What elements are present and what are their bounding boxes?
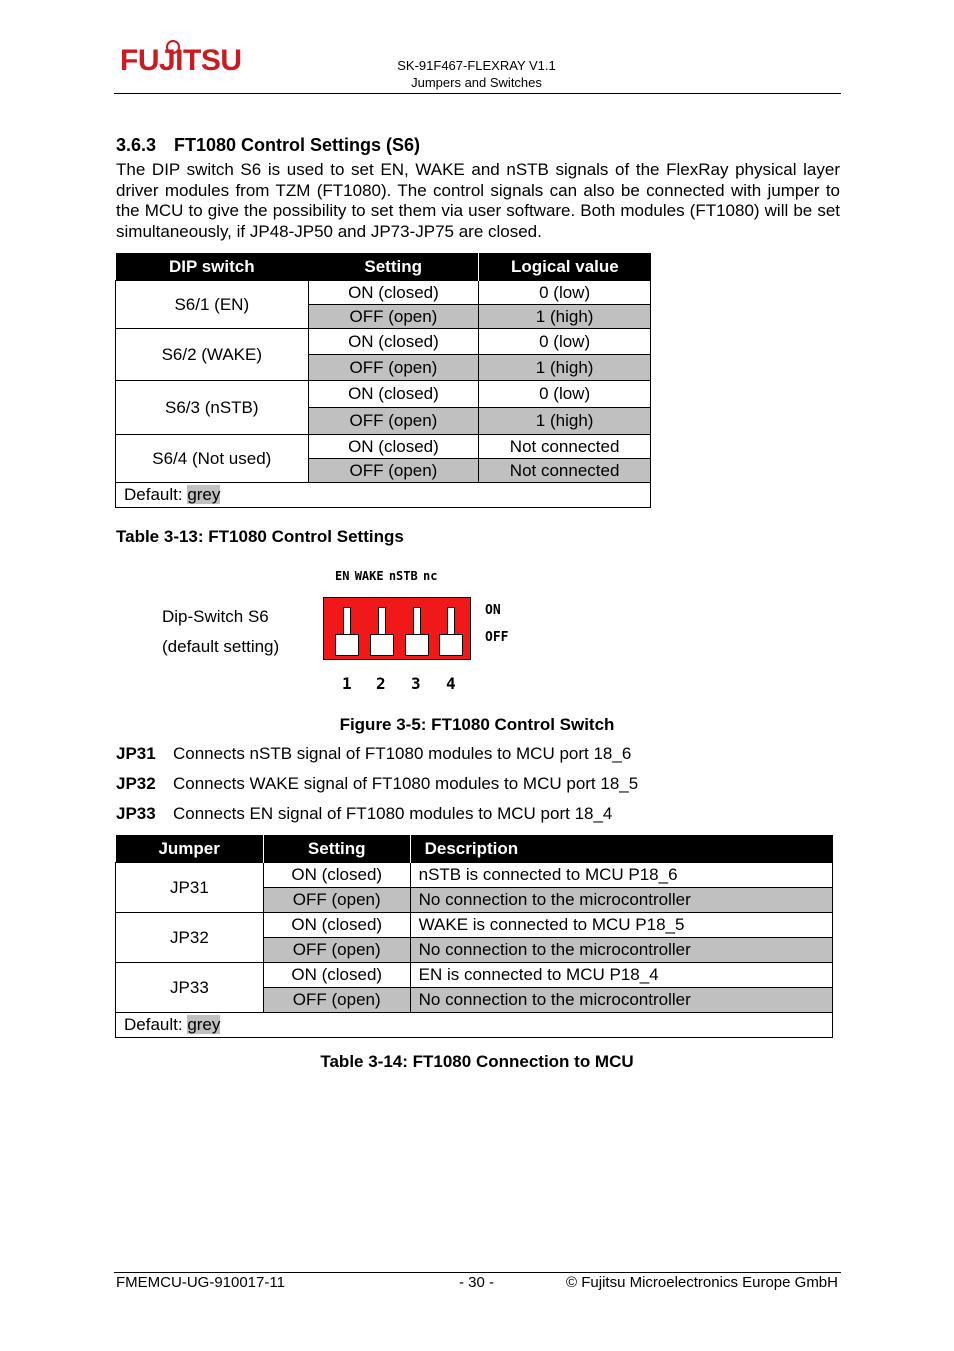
jumper-cell: JP31 [116,863,264,913]
description-cell: nSTB is connected to MCU P18_6 [410,863,832,888]
col-header-logical-value: Logical value [479,253,651,281]
switch-1-slot [343,607,351,635]
header-divider [114,93,841,94]
value-cell: 1 (high) [479,408,651,435]
col-header-dip-switch: DIP switch [116,253,309,281]
jumper-id: JP33 [116,804,156,823]
switch-name-cell: S6/1 (EN) [116,281,309,329]
setting-cell: ON (closed) [263,963,410,988]
switch-label-nstb: nSTB [388,569,418,583]
col-header-description: Description [410,835,832,863]
setting-cell: OFF (open) [263,888,410,913]
jumper-desc-jp33 [116,804,612,824]
default-label: Default: [124,485,188,504]
switch-number-3: 3 [411,674,421,693]
section-title: FT1080 Control Settings (S6) [174,135,421,155]
default-value: grey [187,485,221,504]
figure-caption: Figure 3-5: FT1080 Control Switch [339,715,615,734]
description-cell: EN is connected to MCU P18_4 [410,963,832,988]
switch-name-cell: S6/3 (nSTB) [116,381,309,435]
switch-2-slot [378,607,386,635]
figure-title [162,602,279,662]
description-cell: No connection to the microcontroller [410,938,832,963]
footer-divider [114,1272,841,1273]
section-number: 3.6.3 [116,135,157,155]
table-header-row [116,835,833,863]
setting-cell: OFF (open) [263,988,410,1013]
setting-cell: OFF (open) [308,355,479,381]
table-row [116,329,651,355]
setting-cell: OFF (open) [308,459,479,483]
value-cell: 1 (high) [479,305,651,329]
off-label: OFF [485,630,509,645]
default-note [116,483,651,508]
jumper-text: Connects nSTB signal of FT1080 modules to MCU port 18_6 [173,744,632,763]
connection-table [115,835,833,1038]
col-header-setting: Setting [263,835,410,863]
value-cell: Not connected [479,459,651,483]
default-label: Default: [124,1015,188,1034]
logo-swirl-icon [166,40,180,54]
table-row [116,435,651,459]
jumper-text: Connects WAKE signal of FT1080 modules to MCU port 18_5 [173,774,639,793]
setting-cell: ON (closed) [308,435,479,459]
switch-label-nc: nc [422,569,438,583]
switch-3-slot [413,607,421,635]
setting-cell: ON (closed) [308,329,479,355]
col-header-setting: Setting [308,253,479,281]
switch-number-1: 1 [342,674,352,693]
doc-title: SK-91F467-FLEXRAY V1.1 [397,58,556,73]
default-note [116,1013,833,1038]
table-row [116,863,833,888]
switch-4-knob [439,634,463,656]
jumper-id: JP31 [116,744,156,763]
setting-cell: ON (closed) [308,281,479,305]
setting-cell: ON (closed) [263,913,410,938]
switch-3-knob [405,634,429,656]
figure-title-line1: Dip-Switch S6 [162,607,269,626]
jumper-desc-jp32 [116,774,638,794]
switch-number-4: 4 [446,674,456,693]
table-row [116,913,833,938]
section-heading [116,135,420,156]
dip-switch-s6 [323,597,471,660]
on-label: ON [485,603,501,618]
col-header-jumper: Jumper [116,835,264,863]
fujitsu-logo [120,46,242,76]
switch-signal-labels [335,569,437,583]
switch-label-en: EN [335,569,350,583]
footer-doc-id: FMEMCU-UG-910017-11 [116,1274,285,1291]
setting-cell: OFF (open) [308,408,479,435]
setting-cell: ON (closed) [263,863,410,888]
switch-4-slot [447,607,455,635]
setting-cell: OFF (open) [308,305,479,329]
footer-page-number: - 30 - [459,1274,495,1291]
table-default-row [116,483,651,508]
switch-name-cell: S6/2 (WAKE) [116,329,309,381]
switch-label-wake: WAKE [354,569,384,583]
description-cell: WAKE is connected to MCU P18_5 [410,913,832,938]
table-row [116,281,651,305]
description-cell: No connection to the microcontroller [410,988,832,1013]
footer-copyright: © Fujitsu Microelectronics Europe GmbH [566,1274,838,1291]
logo-text: FUJITSU [120,44,242,77]
jumper-text: Connects EN signal of FT1080 modules to MCU port 18_4 [173,804,613,823]
jumper-cell: JP33 [116,963,264,1013]
section-paragraph: The DIP switch S6 is used to set EN, WAKE and nSTB signals of the FlexRay physical layer driver modules from TZM (FT1080). The control signals can also be connected with jumper to the MCU to give the possibility to set them via user software. Both modules (FT1080) will be set simultaneously, if JP48-JP50 and JP73-JP75 are closed. [116,160,840,241]
switch-name-cell: S6/4 (Not used) [116,435,309,483]
value-cell: 1 (high) [479,355,651,381]
table2-caption: Table 3-14: FT1080 Connection to MCU [320,1052,634,1071]
doc-subtitle: Jumpers and Switches [411,75,542,90]
description-cell: No connection to the microcontroller [410,888,832,913]
table-default-row [116,1013,833,1038]
figure-title-line2: (default setting) [162,637,280,656]
table-row [116,381,651,408]
jumper-cell: JP32 [116,913,264,963]
switch-2-knob [370,634,394,656]
setting-cell: OFF (open) [263,938,410,963]
switch-number-2: 2 [376,674,386,693]
table-header-row [116,253,651,281]
value-cell: 0 (low) [479,329,651,355]
value-cell: Not connected [479,435,651,459]
value-cell: 0 (low) [479,381,651,408]
table-row [116,963,833,988]
jumper-desc-jp31 [116,744,631,764]
default-value: grey [187,1015,221,1034]
control-settings-table [115,253,651,508]
switch-1-knob [335,634,359,656]
setting-cell: ON (closed) [308,381,479,408]
value-cell: 0 (low) [479,281,651,305]
jumper-id: JP32 [116,774,156,793]
table1-caption: Table 3-13: FT1080 Control Settings [116,527,404,546]
document-header [370,57,583,91]
